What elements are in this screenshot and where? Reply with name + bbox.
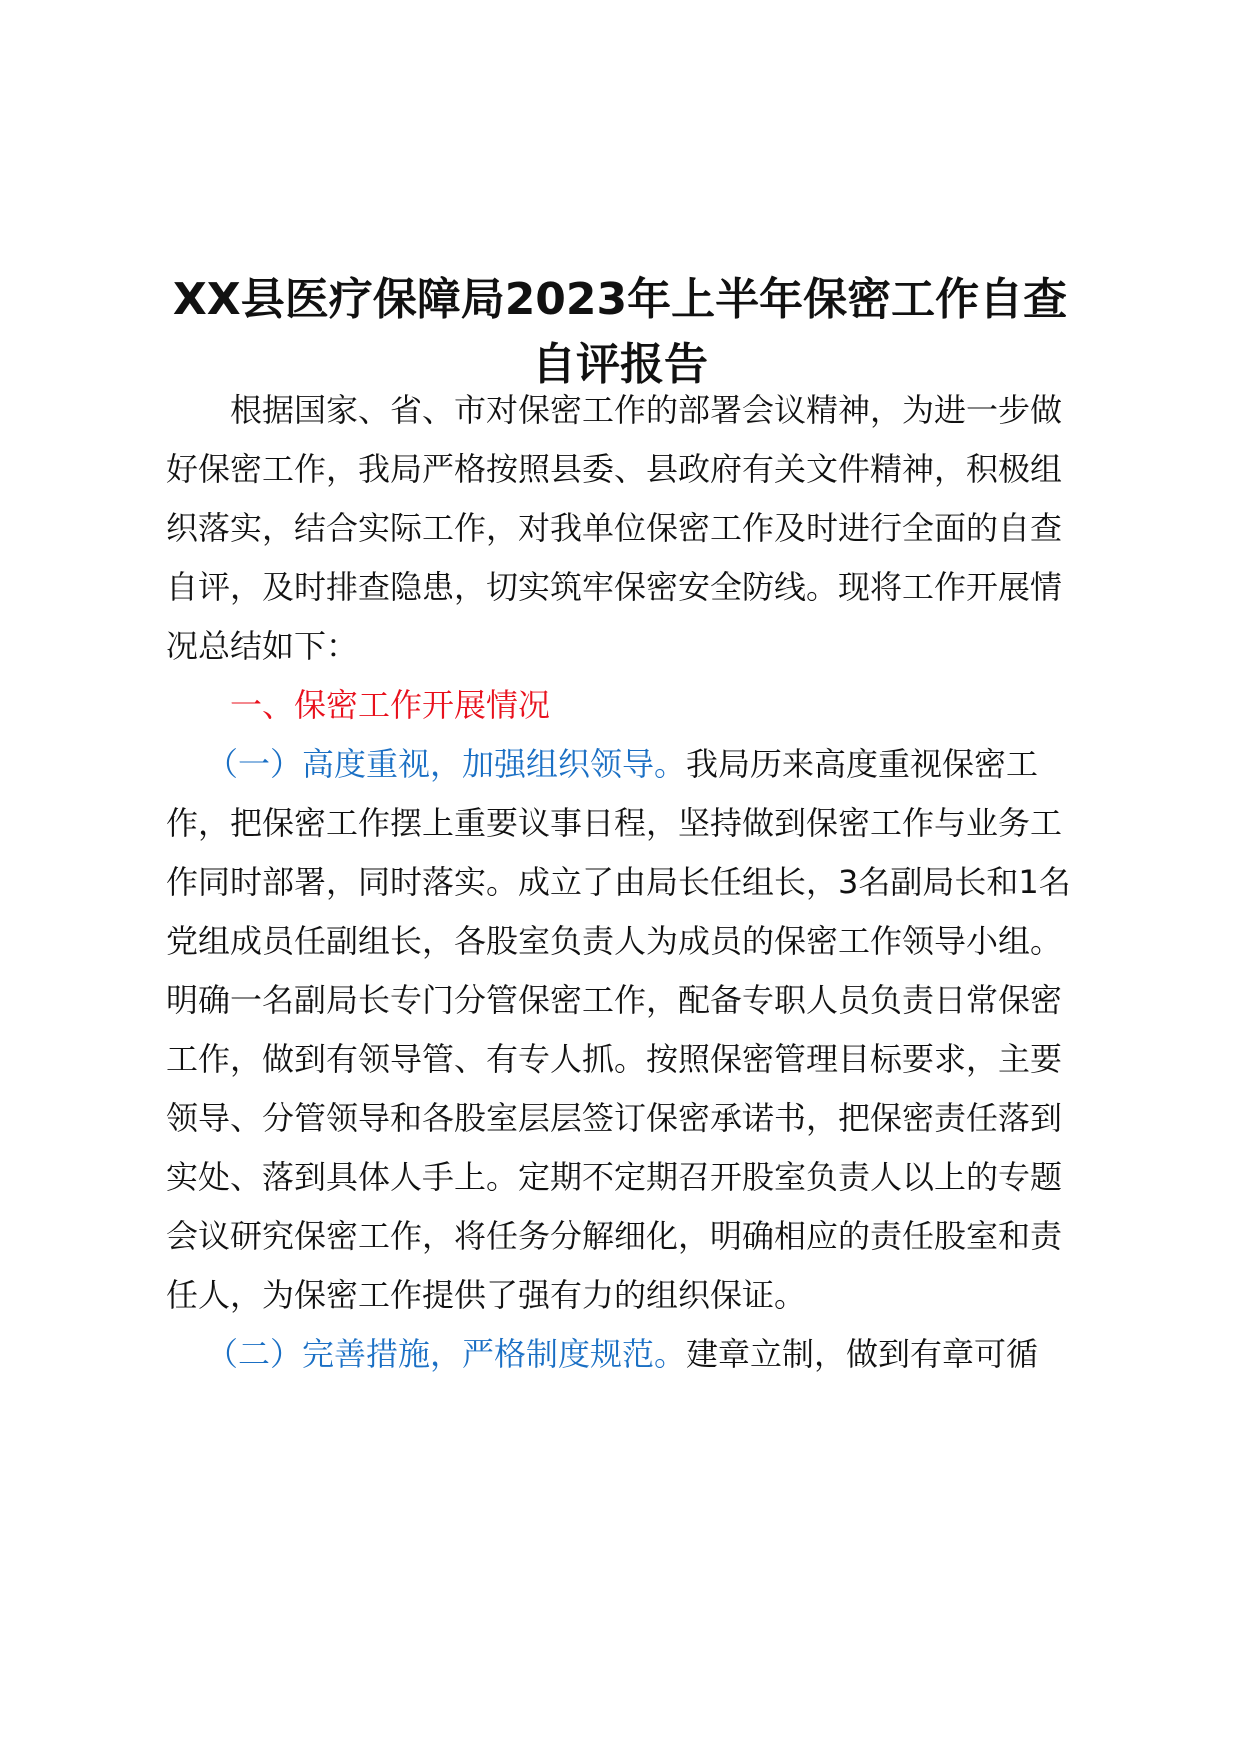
item-1-line: 任人，为保密工作提供了强有力的组织保证。	[166, 1276, 807, 1314]
document-title-line-1: XX县医疗保障局2023年上半年保密工作自查	[172, 274, 1068, 325]
document-title-line-2: 自评报告	[532, 339, 708, 390]
item-1-line: 实处、落到具体人手上。定期不定期召开股室负责人以上的专题	[166, 1158, 1063, 1196]
item-2-first-line	[206, 1332, 1136, 1376]
item-1-line: 党组成员任副组长，各股室负责人为成员的保密工作领导小组。	[166, 922, 1063, 960]
intro-paragraph-line: 织落实，结合实际工作，对我单位保密工作及时进行全面的自查	[166, 509, 1063, 547]
item-1-line: 会议研究保密工作，将任务分解细化，明确相应的责任股室和责	[166, 1217, 1063, 1255]
item-1-line: 作同时部署，同时落实。成立了由局长任组长，3名副局长和1名	[166, 863, 1071, 901]
intro-paragraph-line: 自评，及时排查隐患，切实筑牢保密安全防线。现将工作开展情	[166, 568, 1063, 606]
item-2-heading: （二）完善措施，严格制度规范。	[206, 1335, 687, 1373]
intro-paragraph-line: 好保密工作，我局严格按照县委、县政府有关文件精神，积极组	[166, 450, 1063, 488]
item-2-text: 建章立制，做到有章可循	[686, 1335, 1039, 1373]
intro-paragraph-line: 根据国家、省、市对保密工作的部署会议精神，为进一步做	[230, 391, 1063, 429]
item-1-line: 明确一名副局长专门分管保密工作，配备专职人员负责日常保密	[166, 981, 1063, 1019]
item-1-text: 我局历来高度重视保密工	[686, 745, 1039, 783]
intro-paragraph-line: 况总结如下：	[166, 627, 359, 665]
item-1-heading: （一）高度重视，加强组织领导。	[206, 745, 687, 783]
item-1-line: 领导、分管领导和各股室层层签订保密承诺书，把保密责任落到	[166, 1099, 1063, 1137]
item-1-line: 作，把保密工作摆上重要议事日程，坚持做到保密工作与业务工	[166, 804, 1063, 842]
item-1-first-line	[206, 742, 1136, 786]
item-1-line: 工作，做到有领导管、有专人抓。按照保密管理目标要求，主要	[166, 1040, 1063, 1078]
section-heading: 一、保密工作开展情况	[230, 686, 551, 724]
